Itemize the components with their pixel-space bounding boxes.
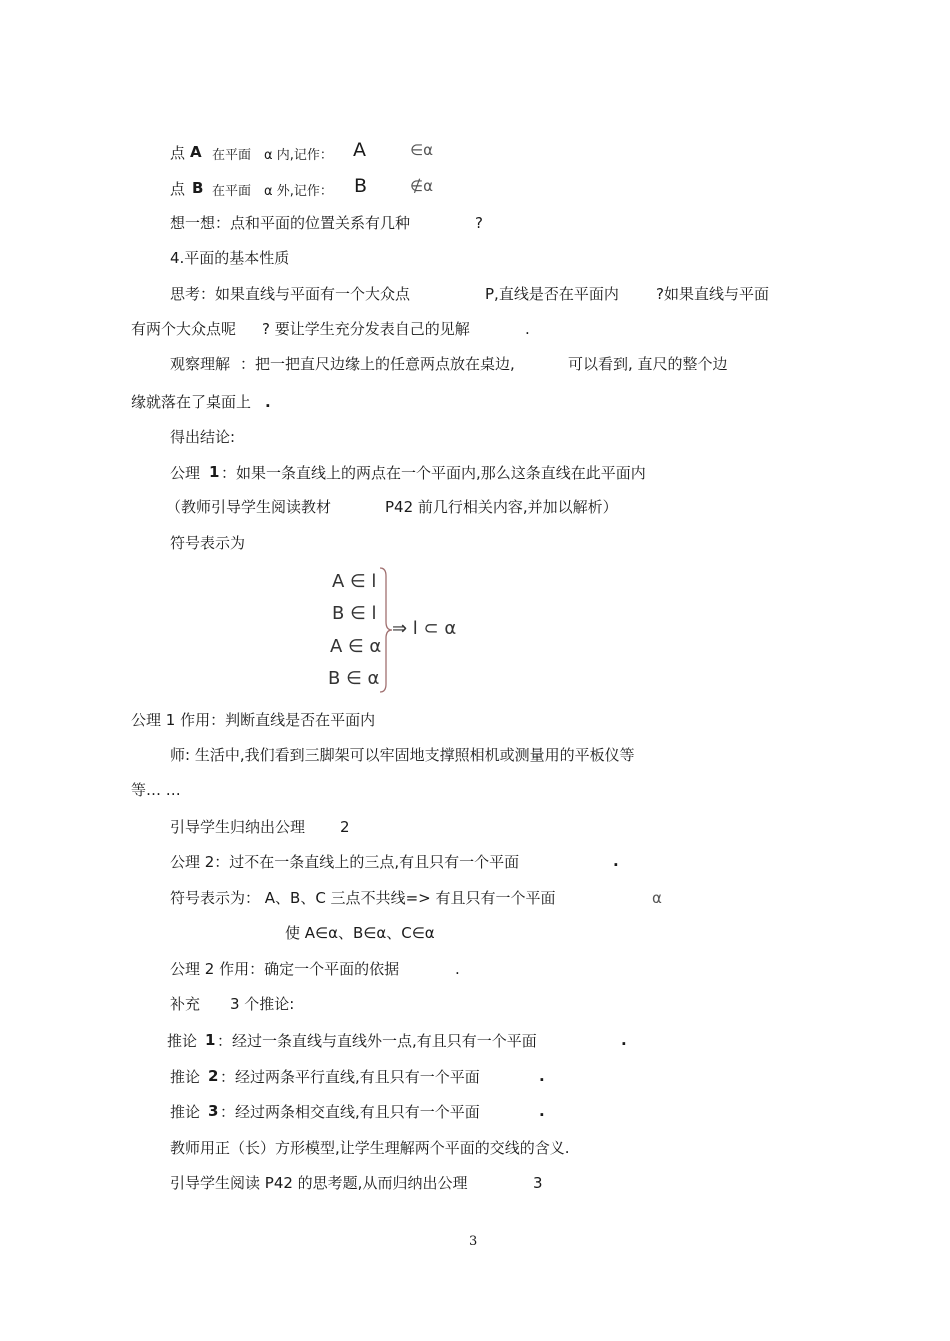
text: ?如果直线与平面 [656,285,769,303]
text: 推论 [170,1068,201,1086]
text: . [539,1067,545,1085]
section-heading: 4.平面的基本性质 [170,249,290,267]
text: ? [475,214,483,232]
text: 2 [208,1067,219,1085]
text: 可以看到, 直尺的整个边 [568,355,728,373]
text: 点 [170,180,186,198]
text: 补充 [170,995,201,1013]
text: 1 [205,1031,216,1049]
text: . [613,852,619,870]
text: 引导学生归纳出公理 [170,818,306,836]
formula-row: A ∈ α [330,636,382,657]
text: 公理 [170,464,201,482]
corollary-1-text: ：经过一条直线与直线外一点,有且只有一个平面 [217,1032,537,1050]
text: ∈α [410,141,433,159]
text: 得出结论: [170,428,236,446]
text: 2 [340,818,350,836]
axiom-1-text: ：如果一条直线上的两点在一个平面内,那么这条直线在此平面内 [221,464,646,482]
text: 符号表示为： A、B、C 三点不共线=> 有且只有一个平面 [170,889,556,907]
text: 公理 2 作用：确定一个平面的依据 [170,960,400,978]
text: 观察理解 [170,355,231,373]
formula-row: B ∈ α [328,668,380,689]
text: . [455,960,460,978]
axiom-2-text: 公理 2：过不在一条直线上的三点,有且只有一个平面 [170,853,520,871]
text: 有两个大众点呢 [131,320,237,338]
text: P42 前几行相关内容,并加以解析） [385,498,618,516]
text: α 内,记作： [264,148,333,163]
text: 缘就落在了桌面上 [131,393,252,411]
text: 点 [170,144,186,162]
page-number: 3 [469,1234,478,1249]
text: 3 个推论: [230,995,295,1013]
text: B [192,179,204,197]
text: A [190,143,202,161]
corollary-2-text: ：经过两条平行直线,有且只有一个平面 [220,1068,480,1086]
text: . [539,1102,545,1120]
text: α 外,记作： [264,184,333,199]
text: . [265,393,271,411]
text: 等… … [131,781,181,799]
formula-row: A ∈ l [332,571,377,592]
text: 推论 [170,1103,201,1121]
text: A [353,139,366,161]
text: ∉α [410,177,433,195]
text: 3 [533,1174,543,1192]
formula-result: ⇒ l ⊂ α [392,618,457,639]
text: 3 [208,1102,219,1120]
text: 1 [209,463,220,481]
text: 师: 生活中,我们看到三脚架可以牢固地支撑照相机或测量用的平板仪等 [170,746,635,764]
text: α [652,889,662,907]
text: 推论 [167,1032,198,1050]
text: . [621,1031,627,1049]
text: 想一想：点和平面的位置关系有几种 [170,214,411,232]
text: （教师引导学生阅读教材 [166,498,332,516]
text: 教师用正（长）方形模型,让学生理解两个平面的交线的含义. [170,1139,570,1157]
text: . [525,320,530,338]
text: 使 A∈α、B∈α、C∈α [285,924,435,942]
formula-row: B ∈ l [332,603,377,624]
text: ：把一把直尺边缘上的任意两点放在桌边, [240,355,515,373]
text: B [354,175,368,197]
text: 思考：如果直线与平面有一个大众点 [170,285,411,303]
corollary-3-text: ：经过两条相交直线,有且只有一个平面 [220,1103,480,1121]
text: 公理 1 作用：判断直线是否在平面内 [131,711,376,729]
text: 符号表示为 [170,534,246,552]
text: 引导学生阅读 P42 的思考题,从而归纳出公理 [170,1174,468,1192]
text: ? 要让学生充分发表自己的见解 [262,320,470,338]
text: 在平面 [212,184,252,199]
text: 在平面 [212,148,252,163]
text: P,直线是否在平面内 [485,285,619,303]
